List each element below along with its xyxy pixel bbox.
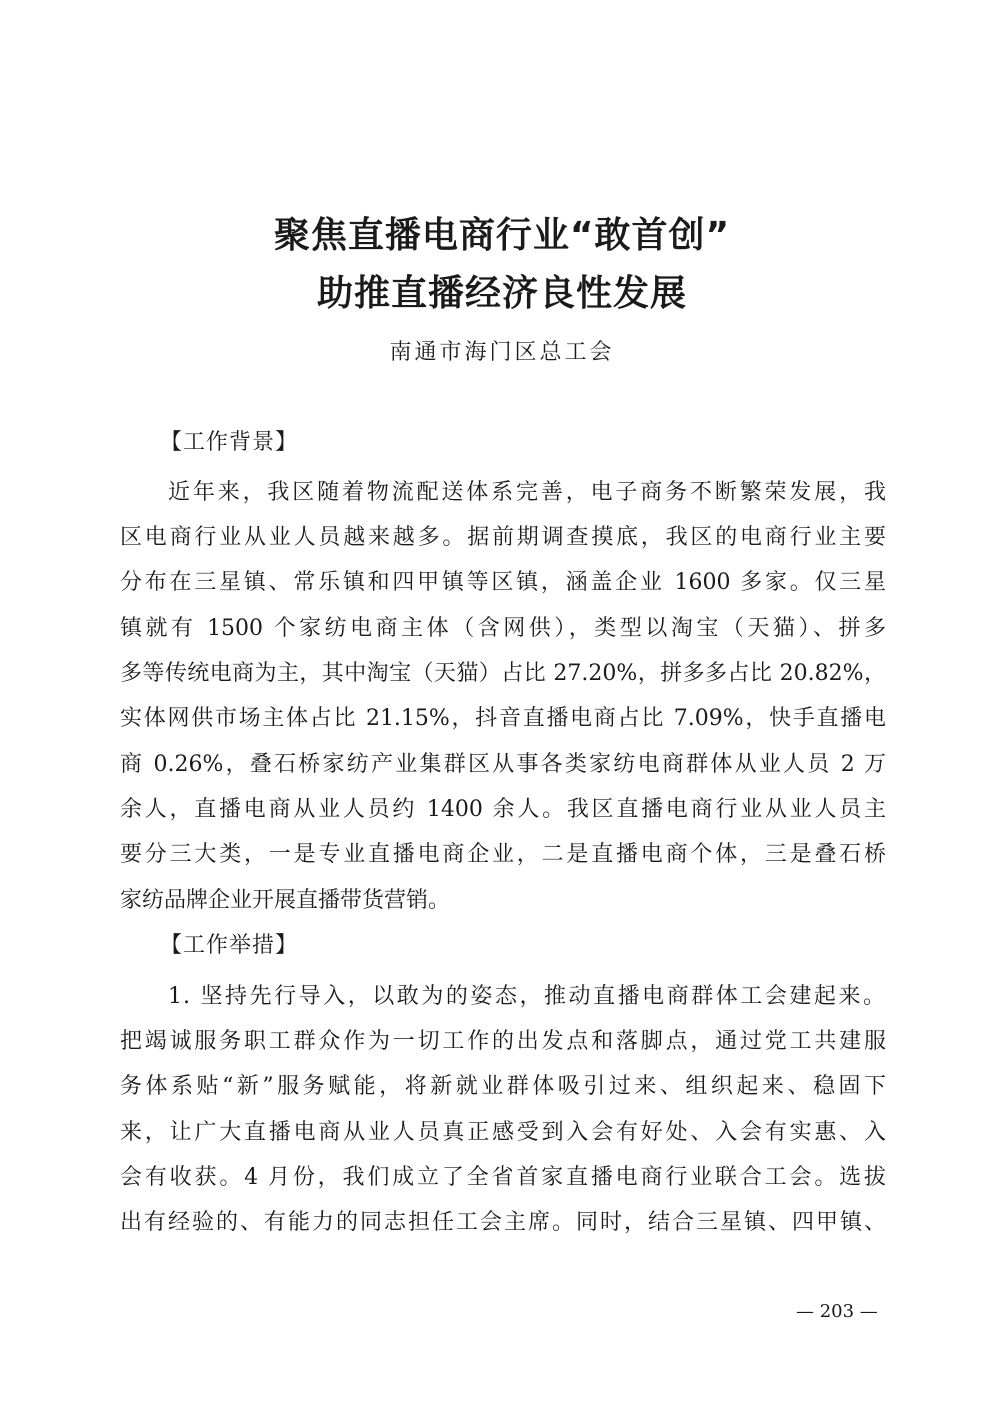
paragraph-line: 分布在三星镇、常乐镇和四甲镇等区镇，涵盖企业 1600 多家。仅三星 xyxy=(120,570,886,595)
paragraph-line: 实体网供市场主体占比 21.15%，抖音直播电商占比 7.09%，快手直播电 xyxy=(120,706,886,731)
section-heading-background: 【工作背景】 xyxy=(160,430,299,455)
paragraph-line: 会有收获。4 月份，我们成立了全省首家直播电商行业联合工会。选拔 xyxy=(120,1165,886,1190)
paragraph-line: 近年来，我区随着物流配送体系完善，电子商务不断繁荣发展，我 xyxy=(168,480,886,505)
document-title-line-1: 聚焦直播电商行业“敢首创” xyxy=(273,215,731,256)
page-number: — 203 — xyxy=(796,1301,878,1322)
paragraph-line: 余人，直播电商从业人员约 1400 余人。我区直播电商行业从业人员主 xyxy=(120,797,886,822)
paragraph-line: 把竭诚服务职工群众作为一切工作的出发点和落脚点，通过党工共建服 xyxy=(120,1029,886,1054)
paragraph-line: 区电商行业从业人员越来越多。据前期调查摸底，我区的电商行业主要 xyxy=(120,525,886,550)
section-heading-measures: 【工作举措】 xyxy=(160,933,299,958)
paragraph-line: 出有经验的、有能力的同志担任工会主席。同时，结合三星镇、四甲镇、 xyxy=(120,1210,886,1235)
paragraph-line: 务体系贴“新”服务赋能，将新就业群体吸引过来、组织起来、稳固下 xyxy=(120,1074,886,1099)
paragraph-line: 镇就有 1500 个家纺电商主体（含网供），类型以淘宝（天猫）、拼多 xyxy=(120,616,886,641)
document-title-line-2: 助推直播经济良性发展 xyxy=(316,273,687,314)
paragraph-line: 商 0.26%，叠石桥家纺产业集群区从事各类家纺电商群体从业人员 2 万 xyxy=(120,752,886,777)
author-organization: 南通市海门区总工会 xyxy=(389,340,615,365)
paragraph-line: 多等传统电商为主，其中淘宝（天猫）占比 27.20%，拼多多占比 20.82%， xyxy=(120,661,886,686)
measure-item-lead: 1. 坚持先行导入，以敢为的姿态，推动直播电商群体工会建起来。 xyxy=(168,984,886,1009)
paragraph-line: 要分三大类，一是专业直播电商企业，二是直播电商个体，三是叠石桥 xyxy=(120,842,886,867)
paragraph-line: 家纺品牌企业开展直播带货营销。 xyxy=(120,888,451,913)
paragraph-line: 来，让广大直播电商从业人员真正感受到入会有好处、入会有实惠、入 xyxy=(120,1120,886,1145)
